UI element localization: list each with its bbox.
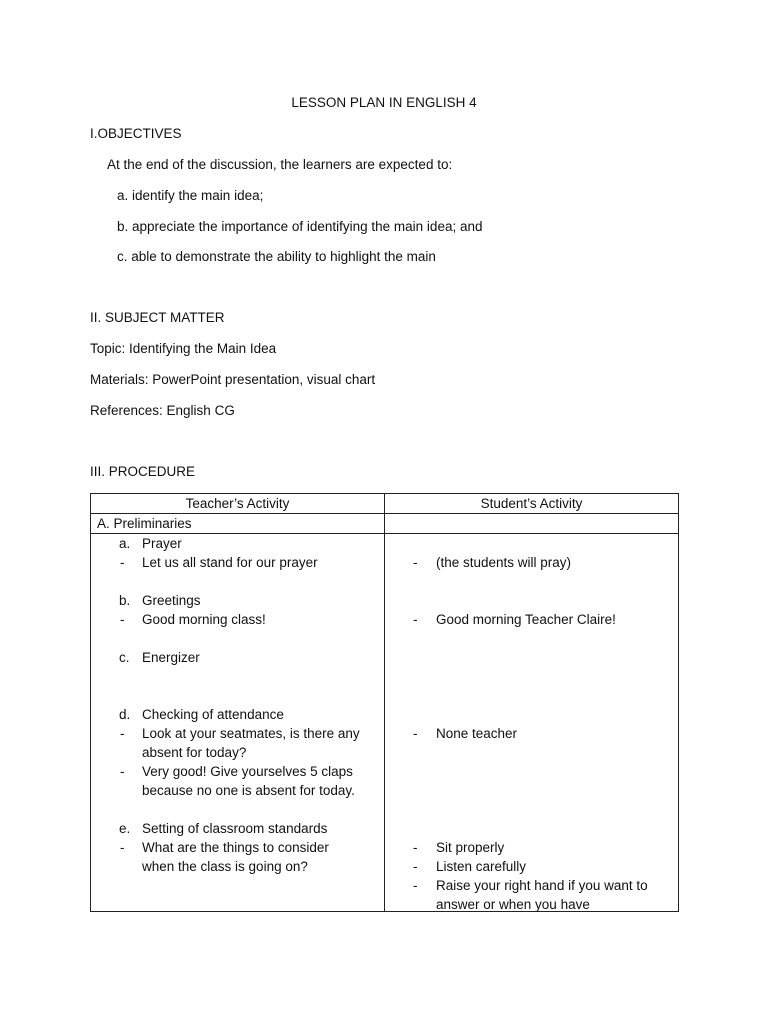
bullet-dash: - — [413, 878, 418, 893]
bullet-dash: - — [120, 612, 125, 627]
student-activity-cell — [385, 534, 679, 912]
teacher-line: Look at your seatmates, is there any — [142, 726, 360, 741]
teacher-line: because no one is absent for today. — [142, 783, 355, 798]
student-line: answer or when you have — [436, 897, 590, 912]
student-activity-header: Student’s Activity — [385, 494, 679, 514]
objective-item: b. appreciate the importance of identifying the main idea; and — [117, 219, 483, 234]
teacher-line: when the class is going on? — [142, 859, 308, 874]
teacher-activity-header: Teacher’s Activity — [91, 494, 385, 514]
objectives-heading: I.OBJECTIVES — [90, 126, 182, 141]
student-line: Sit properly — [436, 840, 505, 855]
table-header-row — [91, 494, 679, 514]
teacher-line: Very good! Give yourselves 5 claps — [142, 764, 353, 779]
topic-line: Topic: Identifying the Main Idea — [90, 341, 277, 356]
list-marker: e. — [119, 821, 131, 836]
student-line: None teacher — [436, 726, 518, 741]
section-label: A. Preliminaries — [91, 514, 385, 534]
teacher-line: absent for today? — [142, 745, 247, 760]
teacher-line: Let us all stand for our prayer — [142, 555, 318, 570]
subject-matter-heading: II. SUBJECT MATTER — [90, 310, 225, 325]
objective-item: c. able to demonstrate the ability to highlight the main — [117, 249, 436, 264]
list-marker: c. — [119, 650, 130, 665]
teacher-line: Good morning class! — [142, 612, 266, 627]
step-label: Prayer — [142, 536, 182, 551]
procedure-table — [90, 493, 679, 912]
step-label: Greetings — [142, 593, 201, 608]
step-label: Setting of classroom standards — [142, 821, 328, 836]
procedure-heading: III. PROCEDURE — [90, 464, 196, 479]
teacher-line: What are the things to consider — [142, 840, 329, 855]
step-label: Energizer — [142, 650, 200, 665]
references-line: References: English CG — [90, 403, 235, 418]
bullet-dash: - — [413, 840, 418, 855]
list-marker: d. — [119, 707, 131, 722]
student-line: Listen carefully — [436, 859, 527, 874]
step-label: Checking of attendance — [142, 707, 284, 722]
materials-line: Materials: PowerPoint presentation, visual chart — [90, 372, 376, 387]
student-line: Raise your right hand if you want to — [436, 878, 648, 893]
bullet-dash: - — [413, 726, 418, 741]
teacher-activity-cell — [91, 534, 385, 912]
empty-cell — [385, 514, 679, 534]
bullet-dash: - — [120, 555, 125, 570]
student-line: (the students will pray) — [436, 555, 572, 570]
list-marker: b. — [119, 593, 131, 608]
student-line: Good morning Teacher Claire! — [436, 612, 616, 627]
bullet-dash: - — [413, 859, 418, 874]
list-marker: a. — [119, 536, 131, 551]
bullet-dash: - — [413, 612, 418, 627]
section-row — [91, 514, 679, 534]
objective-item: a. identify the main idea; — [117, 188, 264, 203]
objectives-intro: At the end of the discussion, the learners are expected to: — [107, 157, 453, 172]
bullet-dash: - — [120, 840, 125, 855]
bullet-dash: - — [413, 555, 418, 570]
bullet-dash: - — [120, 764, 125, 779]
bullet-dash: - — [120, 726, 125, 741]
table-row — [91, 534, 679, 912]
document-title: LESSON PLAN IN ENGLISH 4 — [291, 95, 477, 110]
